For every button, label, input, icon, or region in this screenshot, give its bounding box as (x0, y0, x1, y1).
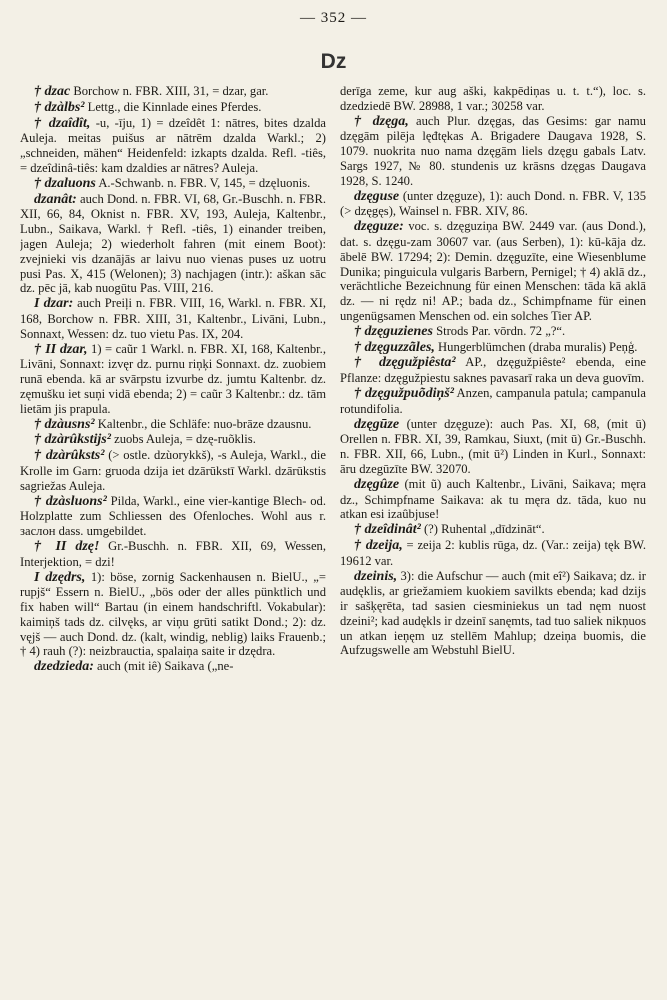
dictionary-entry (340, 324, 646, 340)
dictionary-entry (20, 494, 326, 539)
entry-headword: † dzęga, (354, 113, 409, 129)
entry-headword: † dzeîdinât² (354, 522, 421, 538)
entry-headword: I dzędrs, (34, 569, 86, 585)
dictionary-entry (20, 342, 326, 417)
entry-headword: † dzaluons (34, 175, 96, 191)
entry-headword: dzęguse (354, 188, 400, 204)
entry-headword: dzeinis, (354, 568, 398, 584)
entry-body: (mit ũ) auch Kaltenbr., Livāni, Saikava; męra dz., Schimpfname Saikava: ak tu męra dz. tāda, kuo nu atkan esi izaûbjuse! (340, 476, 646, 522)
entry-headword: dzedzieda: (34, 659, 94, 675)
entry-headword: dzęguze: (354, 219, 404, 235)
dictionary-entry (20, 296, 326, 341)
dictionary-entry (20, 448, 326, 493)
entry-body: auch Preiļi n. FBR. VIII, 16, Warkl. n. FBR. XI, 168, Borchow n. FBR. XIII, 31, Kaltenbr., Livāni, Lubn., Sonnaxt, Wessen: dz. tuo vietu Pas. IX, 204. (20, 296, 326, 341)
entry-body: AP., dzęgužpiêste² ebenda, eine Pflanze: dzęgužpiestu saknes pavasarī raka un deva guovīm. (340, 355, 646, 386)
entry-headword: † dzeija, (354, 537, 403, 553)
dictionary-entry (340, 477, 646, 522)
entry-body: (?) Ruhental „dīdzināt“. (420, 522, 545, 537)
entry-body: auch (mit iê) Saikava („ne- (93, 659, 234, 674)
entry-body: voc. s. dzęguziņa BW. 2449 var. (aus Dond.), dat. s. dzęgu-zam 30607 var. (aus Serben), 1): kū-kāja dz. ābelē BW. 17294; 2): Demin. dzęguzīte, eine Wiesenblume Dunika; pinguicula vulgaris Barbern, Pernigel; † 4) aklā dz., verächtliche Bezeichnung für einen Menschen: tāda kā aklā dz. — ni rędz ni! AP.; bada dz., Schimpfname für einen ungenügsamen Menschen od. ein solches Tier AP. (340, 219, 646, 323)
entry-headword: dzęgûze (354, 476, 400, 492)
entry-headword: dzęgūze (354, 416, 400, 432)
entry-headword: † dzęguzzãles, (354, 339, 435, 355)
dictionary-entry (340, 84, 646, 114)
page-number: — 352 — (300, 10, 367, 26)
dictionary-entry (20, 417, 326, 433)
entry-body: 1): böse, zornig Sackenhausen n. BielU., „= rupjš“ Essern n. BielU., „bös oder der alles pünktlich und fix haben will“ Bartau (in einem handschriftl. Vokabular): kaimiņš tads dz. cilvęks, ar viņu grūti satikt Dond.; 2): dz. vęjš — auch Dond. dz. (kalt, windig, neblig) laiks Frauenb.; † 4) rauh (?): neizbrauctia, spalaiņa saite ir dzędra. (20, 569, 326, 659)
entry-body: Gr.-Buschh. n. FBR. XII, 69, Wessen, Interjektion, = dzi! (20, 538, 326, 569)
entry-body: Anzen, campanula patula; campanula rotundifolia. (340, 385, 646, 416)
entry-headword: † dzęgužpiêsta² (354, 355, 456, 371)
dictionary-entry (340, 386, 646, 417)
dictionary-entry (340, 569, 646, 659)
entry-body: (unter dzęguze): auch Pas. XI, 68, (mit ū) Orellen n. FBR. XI, 39, Ramkau, Siuxt, (mit ū) Gr.-Buschh. n. FBR. XII, 66, Lubn., (mit ū²) Linden in Kurl., Sonnaxt: āru dzegūzīte BW. 32070. (340, 416, 646, 476)
dictionary-entry (20, 176, 326, 192)
dictionary-entry (340, 340, 646, 356)
dictionary-entry (340, 522, 646, 538)
dictionary-entry (20, 116, 326, 176)
entry-headword: † dzàlbs² (34, 99, 85, 115)
entry-headword: † dzac (34, 84, 71, 99)
dictionary-entry (20, 570, 326, 660)
dictionary-entry (340, 538, 646, 569)
dictionary-entry (20, 192, 326, 297)
entry-body: A.-Schwanb. n. FBR. V, 145, = dzęluonis. (95, 175, 311, 190)
entry-body: auch Dond. n. FBR. VI, 68, Gr.-Buschh. n. FBR. XII, 66, 84, Oknist n. FBR. XV, 193, Auleja, Kaltenbr., Lubn., Saikava, Warkl. † Refl. -tiês, 1) einander treiben, jagen Auleja; 2) wiederholt fahren (mit einem Boot): zvejnieki vis dzanājās ar laivu nuo vienas puses uz uotru pusi Pas. X, 415 (Welonen); 3) nachjagen (intr.): aškan sāc dz. pēc jā, kab nuogūtu Pas. VIII, 216. (20, 191, 326, 296)
entry-body: 1) = caũr 1 Warkl. n. FBR. XI, 168, Kaltenbr., Livāni, Sonnaxt: izvęr dz. purnu riņķi Sonnaxt. dz. zuobiem runā ebenda. kā ar svārpstu izvurbe dz. jumtu Kaltenbr. dz. zęmušku iet suņi vidā ebenda; 2) = caũr 3 Kaltenbr.: dz. tām lietām jis prapula. (20, 341, 326, 416)
dictionary-entry (340, 219, 646, 324)
entry-body: derīga zeme, kur aug aški, kakpēdiņas u. t. t.“), loc. s. dzedziedē BW. 28988, 1 var.; 30258 var. (340, 84, 646, 113)
entry-headword: † dzęgužpuõdiņš² (354, 385, 454, 401)
entry-headword: dzanât: (34, 191, 77, 207)
entry-headword: † II dzę! (34, 538, 100, 554)
entry-body: auch Plur. dzęgas, das Gesims: gar namu dzęgām pilēja lęđtękas A. Brigadere Daugava 1928, S. 1079. nuokrita nuo nama dzęgām liels dzęgu gabals Latv. Sargs 1927, № 80. stundenis uz krāsns dzęgas Daugava 1928, S. 1240. (340, 113, 646, 188)
entry-body: 3): die Aufschur — auch (mit eî²) Saikava; dz. ir audęklis, ar griežamiem kuokiem savilkts ebenda; kad dzijs ir sašķęrēta, tad sasien ciesminiekus un tad nęm nuost dzeini²; kad audękls ir dzeinī sanęmts, tad tuo saliek nikņuos un atkan ieņęm uz stellēm Mahlup; dzeiņa buomis, die Aufzugswelle am Webstuhl BielU. (340, 568, 646, 658)
entry-body: = zeija 2: kublis rūga, dz. (Var.: zeija) tęk BW. 19612 var. (340, 537, 646, 568)
dictionary-entry (20, 100, 326, 116)
entry-body: (unter dzęguze), 1): auch Dond. n. FBR. V, 135 (> dzęgęs), Wainsel n. FBR. XIV, 86. (340, 188, 646, 219)
entry-body: Pilda, Warkl., eine vier-kantige Blech- od. Holzplatte zum Schliessen des Ofenloches. Wohl aus r. заслон dass. umgebildet. (20, 493, 326, 539)
entry-headword: † dzàsluons² (34, 493, 107, 509)
entry-body: Borchow n. FBR. XIII, 31, = dzar, gar. (70, 84, 269, 98)
right-column (340, 84, 646, 658)
dictionary-entry (340, 189, 646, 220)
dictionary-entry (20, 432, 326, 448)
entry-body: Strods Par. vōrdn. 72 „?“. (432, 323, 566, 338)
dictionary-entry (340, 355, 646, 386)
dictionary-entry (340, 417, 646, 477)
entry-headword: I dzar: (34, 296, 74, 312)
entry-headword: † dzęguzienes (354, 323, 433, 339)
entry-body: -u, -īju, 1) = dzeîdêt 1: nātres, bites dzalda Auleja. meitas puišus ar nātrēm dzalda Warkl.; 2) „schneiden, mähen“ Heidenfeld: izkapts dzalda. Refl. -tiês, = dzeîdinâ-tiês: kam dzaldies ar nātres? Auleja. (20, 115, 326, 175)
entry-body: Hungerblümchen (draba muralis) Peņģ. (434, 339, 638, 354)
entry-headword: † dzàusns² (34, 416, 95, 432)
left-column (20, 84, 326, 675)
entry-body: Lettg., die Kinnlade eines Pferdes. (84, 99, 262, 114)
entry-body: (> ostle. dzùorykkš), -s Auleja, Warkl., die Krolle im Garn: gruoda dzija iet dzārūkstī Warkl. dzārūkstis sagriežas Auleja. (20, 448, 326, 493)
section-heading: Dz (320, 50, 347, 73)
dictionary-entry (340, 114, 646, 189)
entry-headword: † dzàrûkstijs² (34, 432, 111, 448)
entry-headword: † II dzar, (34, 341, 88, 357)
entry-body: Kaltenbr., die Schläfe: nuo-brāze dzausnu. (94, 416, 312, 431)
dictionary-entry (20, 659, 326, 675)
entry-headword: † dzàrûksts² (34, 448, 105, 464)
entry-body: zuobs Auleja, = dzę-ruõklis. (110, 432, 256, 447)
entry-headword: † dzaîdît, (34, 115, 91, 131)
dictionary-entry (20, 84, 326, 100)
dictionary-entry (20, 539, 326, 570)
